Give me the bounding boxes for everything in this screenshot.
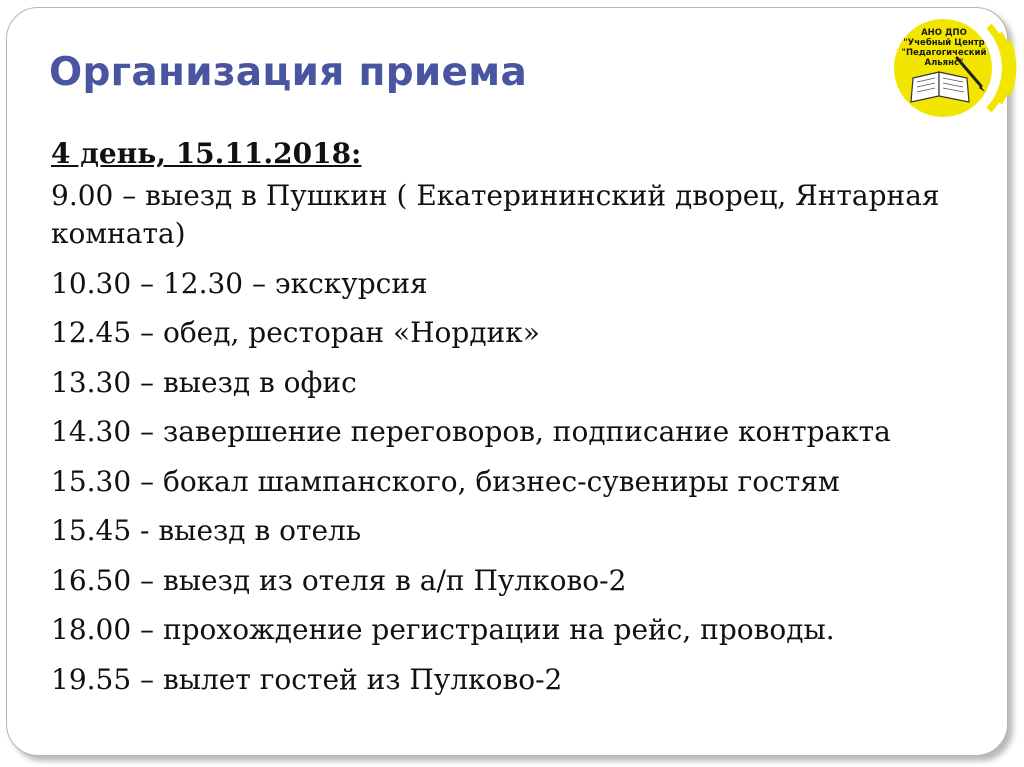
schedule-item: 18.00 – прохождение регистрации на рейс, проводы.: [51, 613, 835, 646]
logo-line-2: "Учебный Центр: [903, 38, 985, 48]
slide-frame: [6, 7, 1008, 756]
organization-logo: [877, 16, 1017, 120]
schedule-item: 15.45 - выезд в отель: [51, 514, 362, 547]
schedule-item: 15.30 – бокал шампанского, бизнес-сувениры гостям: [51, 464, 840, 498]
schedule-item: 13.30 – выезд в офис: [51, 365, 357, 399]
logo-line-1: АНО ДПО: [921, 28, 967, 38]
schedule-item: 9.00 – выезд в Пушкин ( Екатерининский дворец, Янтарная комната): [51, 179, 940, 250]
page-title: Организация приема: [49, 50, 528, 95]
logo-line-3: "Педагогический Альянс": [901, 48, 987, 68]
schedule-item: 19.55 – вылет гостей из Пулково-2: [51, 662, 563, 696]
schedule-content: [51, 131, 996, 710]
schedule-item: 12.45 – обед, ресторан «Нордик»: [51, 316, 540, 349]
schedule-item: 10.30 – 12.30 – экскурсия: [51, 266, 428, 300]
day-heading: 4 день, 15.11.2018:: [51, 137, 362, 170]
schedule-item: 16.50 – выезд из отеля в а/п Пулково-2: [51, 563, 627, 597]
schedule-item: 14.30 – завершение переговоров, подписание контракта: [51, 415, 891, 448]
